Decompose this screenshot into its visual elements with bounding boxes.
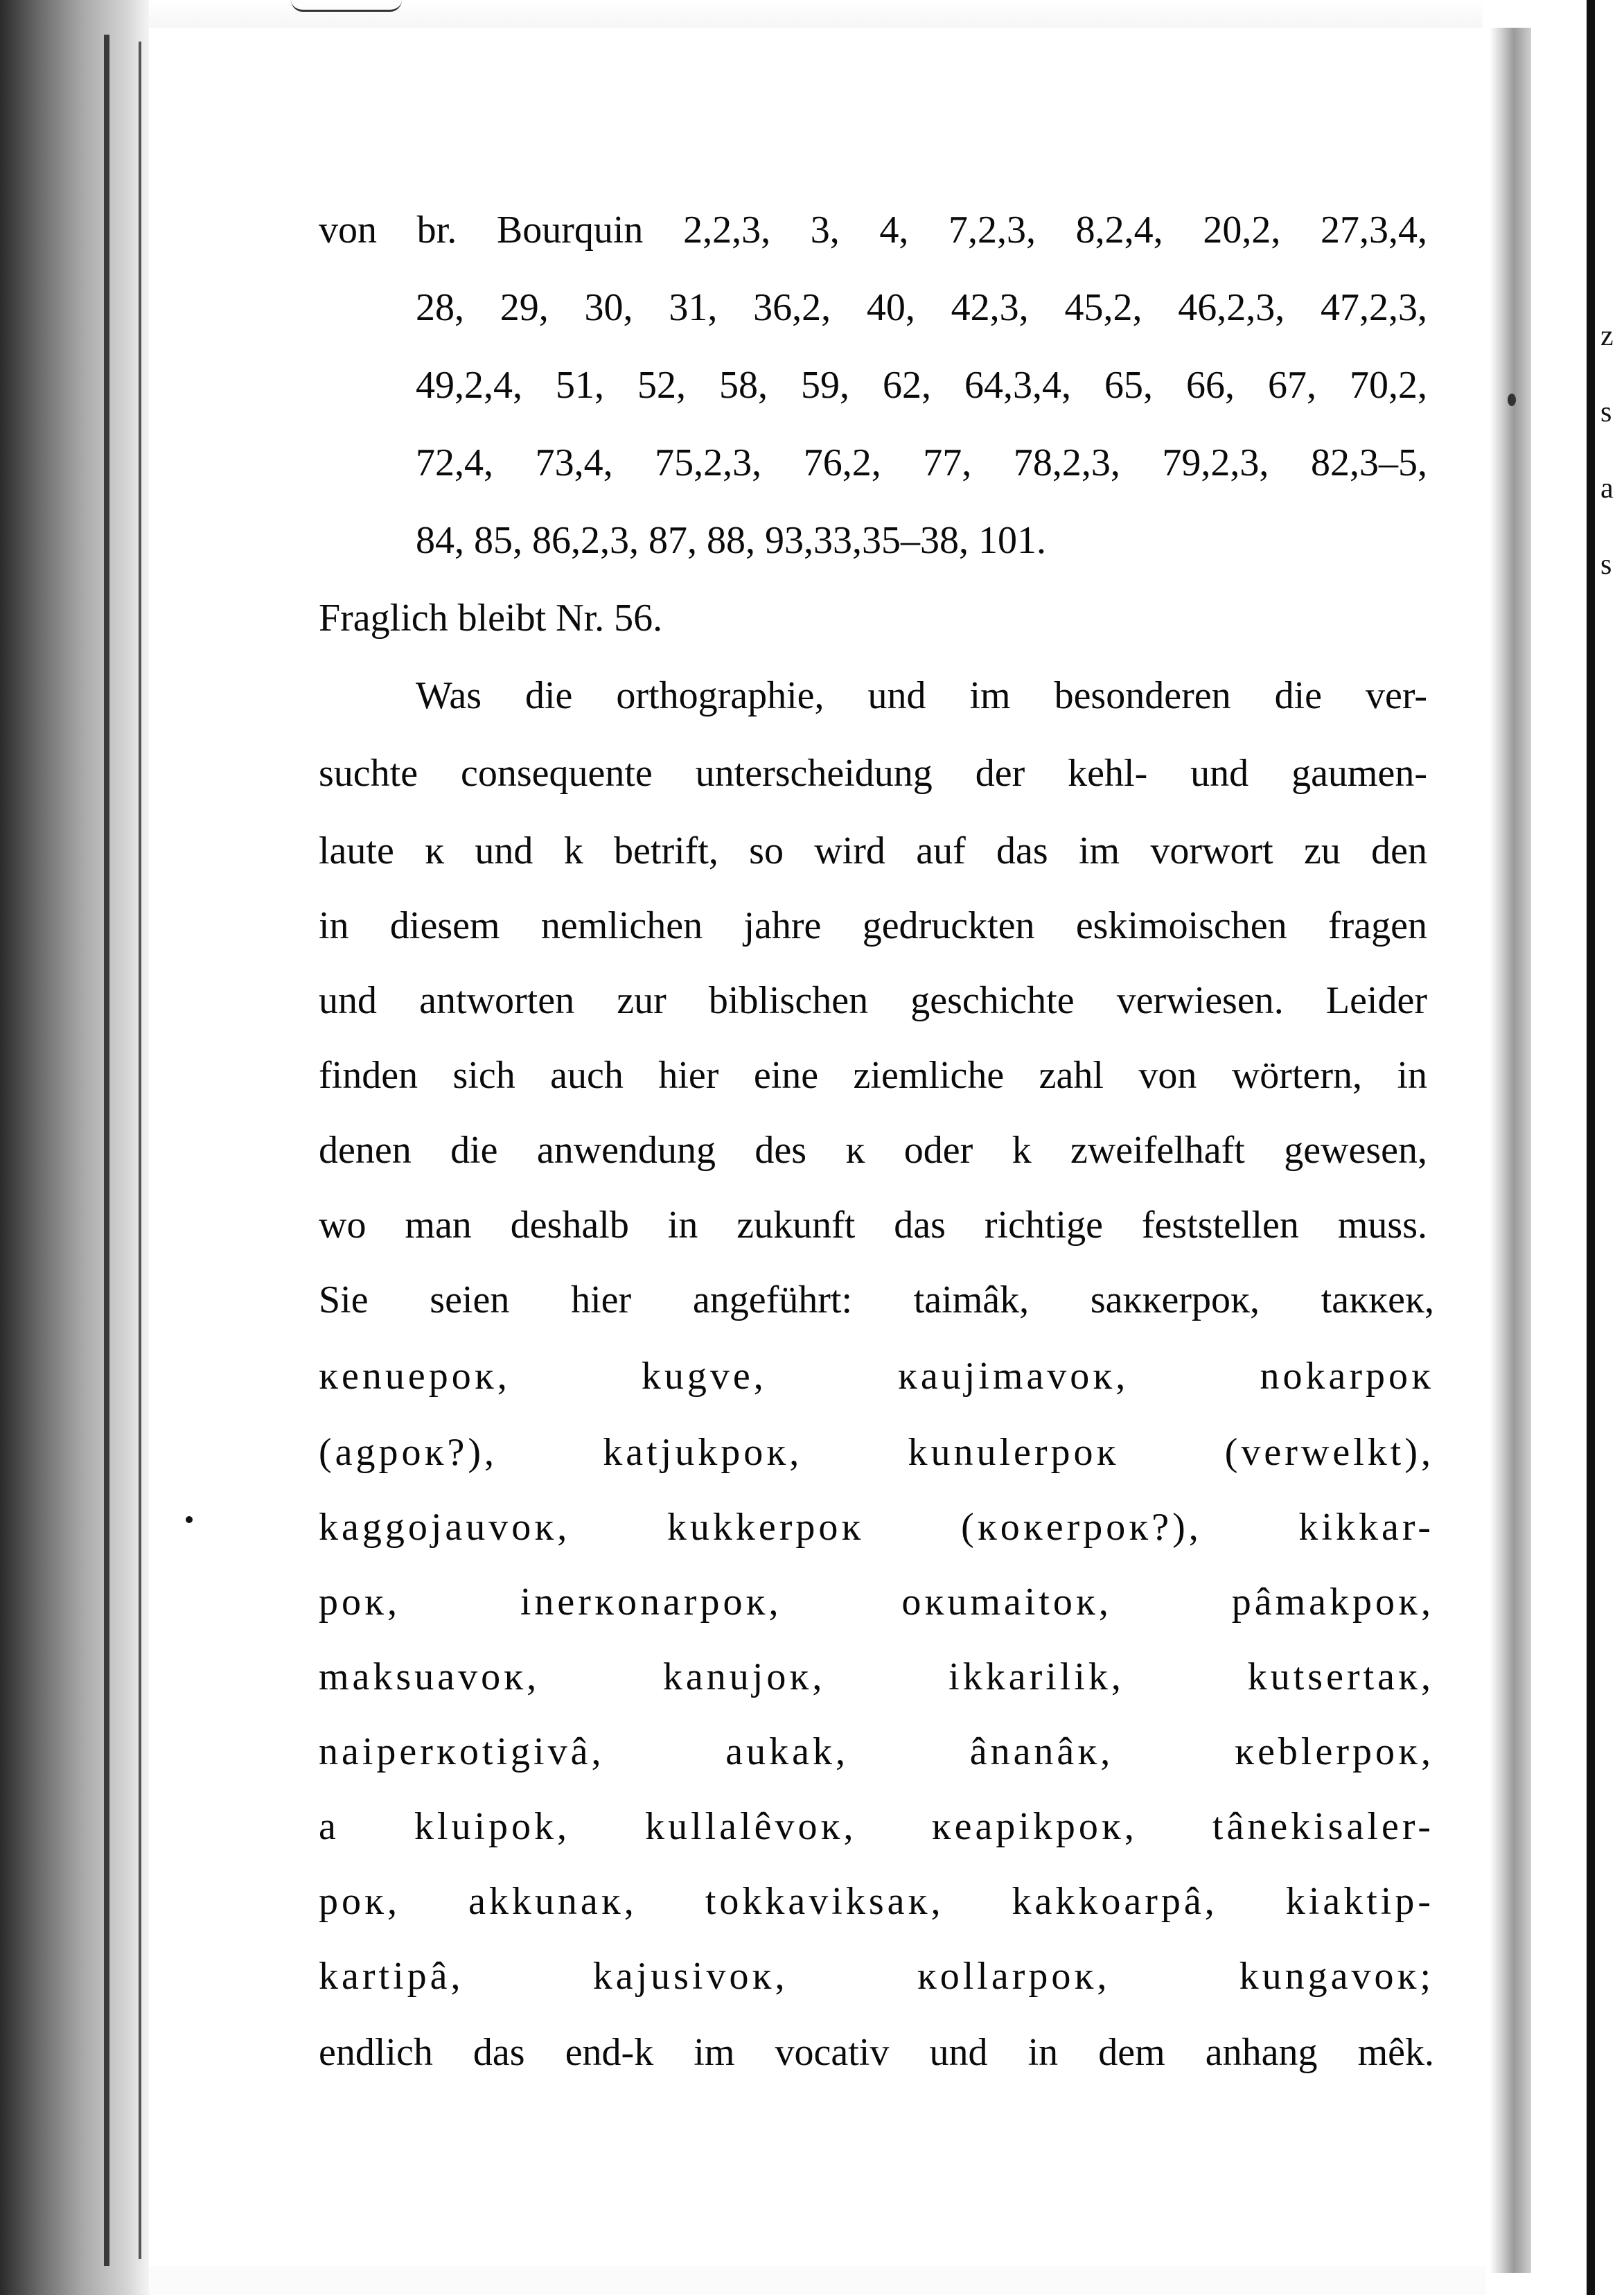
text-line: laute ĸ und k betrift, so wird auf das im vorwort zu den xyxy=(319,829,1427,872)
text-line: suchte consequente unterscheidung der kehl- und gaumen- xyxy=(319,752,1427,795)
scan-left-line-inner xyxy=(139,42,141,2259)
paragraph-first-line: Was die orthographie, und im besonderen die ver- xyxy=(416,674,1427,717)
text-line: finden sich auch hier eine ziemliche zahl von wörtern, in xyxy=(319,1054,1427,1097)
scan-right-shadow xyxy=(1490,28,1531,2273)
text-line: und antworten zur biblischen geschichte verwiesen. Leider xyxy=(319,979,1427,1022)
next-page-margin-text xyxy=(1600,298,1624,603)
margin-letter: s xyxy=(1600,396,1612,428)
text-line: (agpoĸ?), katjukpoĸ, kunulerpoĸ (verwelkt), xyxy=(319,1431,1434,1474)
text-line: endlich das end-k im vocativ und in dem anhang mêk. xyxy=(319,2031,1434,2074)
scan-left-shadow xyxy=(0,0,149,2295)
margin-letter: a xyxy=(1600,473,1614,504)
scan-bottom-edge xyxy=(149,2266,1486,2295)
text-line: kartipâ, kajusivoĸ, ĸollarpoĸ, kungavoĸ; xyxy=(319,1955,1434,1998)
text-line: von br. Bourquin 2,2,3, 3, 4, 7,2,3, 8,2,4, 20,2, 27,3,4, xyxy=(319,209,1427,252)
text-line: poĸ, inerĸonarpoĸ, oĸumaitoĸ, pâmakpoĸ, xyxy=(319,1581,1434,1624)
scan-right-line xyxy=(1587,0,1595,2295)
margin-letter: s xyxy=(1600,549,1612,581)
text-line: 28, 29, 30, 31, 36,2, 40, 42,3, 45,2, 46,2,3, 47,2,3, xyxy=(416,286,1427,329)
text-line: in diesem nemlichen jahre gedruckten eskimoischen fragen xyxy=(319,904,1427,947)
text-line: poĸ, akkunaĸ, tokkaviksaĸ, kakkoarpâ, kiaktip- xyxy=(319,1880,1434,1923)
text-line: kaggojauvoĸ, kukkerpoĸ (ĸoĸerpoĸ?), kikkar- xyxy=(319,1506,1434,1549)
text-line: naiperĸotigivâ, aukak, ânanâĸ, ĸeblerpoĸ, xyxy=(319,1730,1434,1773)
text-line: 84, 85, 86,2,3, 87, 88, 93,33,35–38, 101. xyxy=(416,519,1046,562)
text-line: wo man deshalb in zukunft das richtige feststellen muss. xyxy=(319,1204,1427,1247)
text-line: ĸenuepoĸ, kugve, ĸaujimavoĸ, nokarpoĸ xyxy=(319,1355,1434,1398)
margin-letter: z xyxy=(1600,320,1614,352)
scan-left-line xyxy=(104,35,109,2266)
text-line: Fraglich bleibt Nr. 56. xyxy=(319,597,663,640)
text-line: 49,2,4, 51, 52, 58, 59, 62, 64,3,4, 65, 66, 67, 70,2, xyxy=(416,364,1427,407)
scan-top-edge xyxy=(0,0,1624,28)
scan-speck xyxy=(1508,394,1516,406)
text-line: a kluipok, kullalêvoĸ, ĸeapikpoĸ, tânekisaler- xyxy=(319,1805,1434,1848)
text-line: denen die anwendung des ĸ oder k zweifelhaft gewesen, xyxy=(319,1129,1427,1172)
scan-speck xyxy=(186,1516,193,1523)
text-line: maksuavoĸ, kanujoĸ, ikkarilik, kutsertaĸ, xyxy=(319,1655,1434,1698)
text-line: 72,4, 73,4, 75,2,3, 76,2, 77, 78,2,3, 79,2,3, 82,3–5, xyxy=(416,441,1427,484)
text-line: Sie seien hier angeführt: taimâk, saĸĸerpoĸ, taĸĸeĸ, xyxy=(319,1278,1434,1321)
scan-artifact xyxy=(291,0,402,12)
